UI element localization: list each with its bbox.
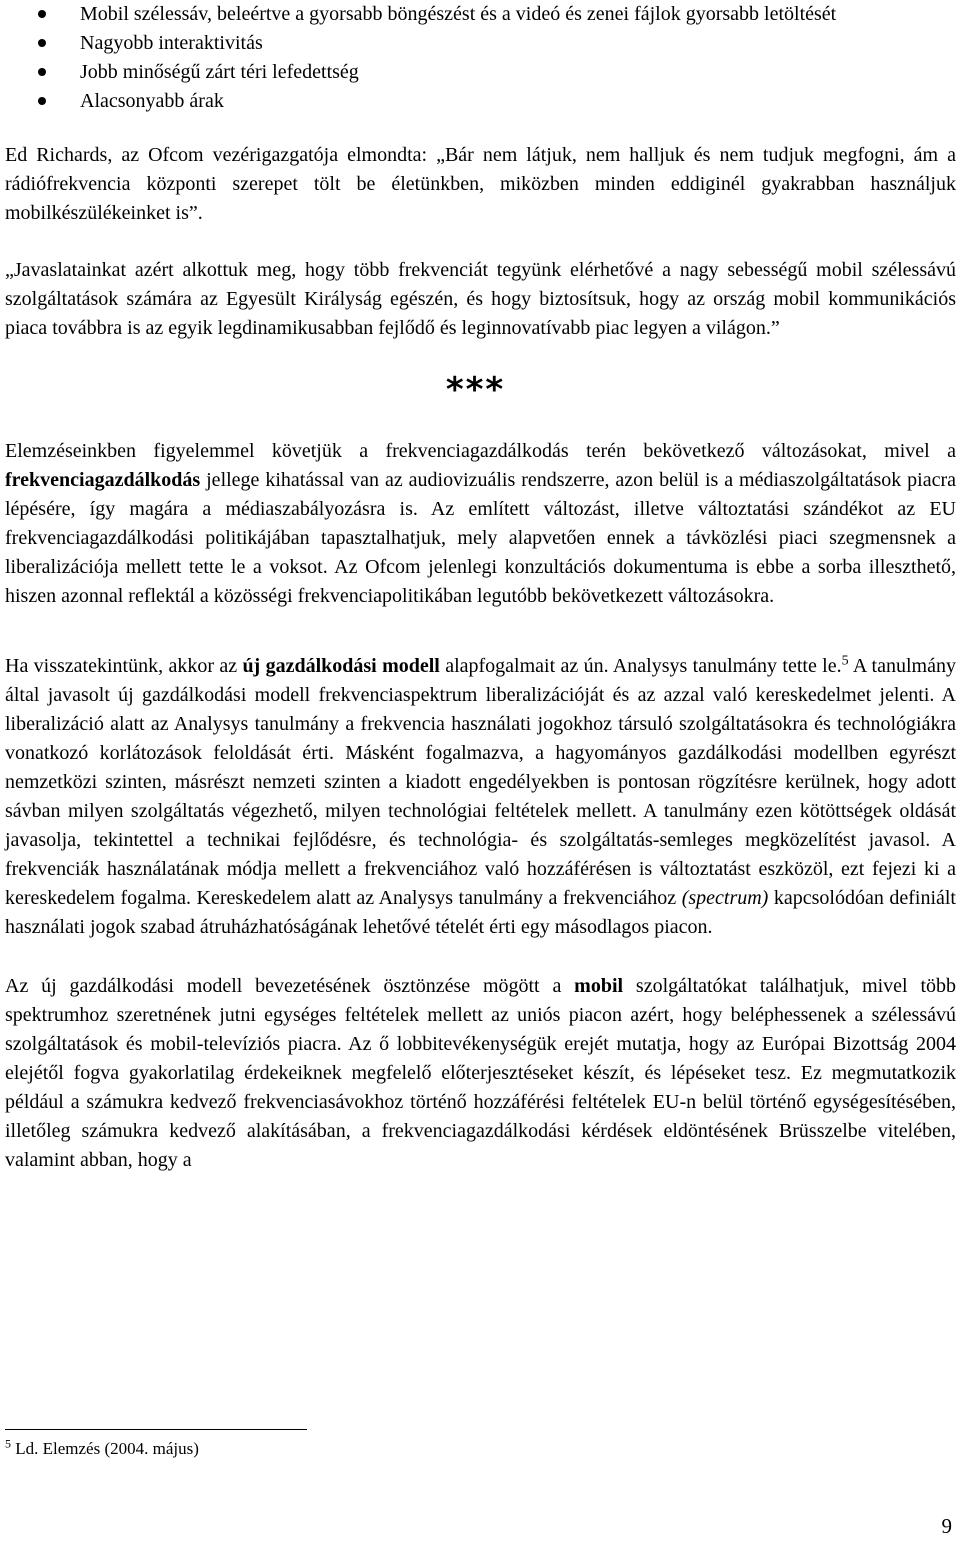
- text-run: A tanulmány által javasolt új gazdálkodási modell frekvenciaspektrum liberalizációját és az azzal való kereskedelmet jelenti. A liberalizáció alatt az Analysys tanulmány a frekvencia használati jogokhoz társuló szolgáltatásokra és technológiákra vonatkozó korlátozások feloldását érti. Másként fogalmazva, a hagyományos gazdálkodási modellben egyrészt nemzetközi szinten, másrészt nemzeti szinten a kiadott engedélyekben is pontosan rögzítésre kerülnek, hogy adott sávban milyen szolgáltatás végezhető, milyen technológiai feltételek mellett. A tanulmány ezen kötöttségek oldását javasolja, tekintettel a technikai fejlődésre, és technológia- és szolgáltatás-semleges megközelítést javasol. A frekvenciák használatának módja mellett a frekvenciához való hozzáférésen is változtatást eszközöl, ezt fejezi ki a kereskedelem fogalma. Kereskedelem alatt az Analysys tanulmány a frekvenciához: [5, 655, 956, 909]
- bullet-text: Mobil szélessáv, beleértve a gyorsabb böngészést és a videó és zenei fájlok gyorsabb letöltését: [80, 3, 837, 25]
- italic-term: (spectrum): [681, 887, 769, 909]
- bold-term: mobil: [574, 975, 624, 997]
- text-run: alapfogalmait az ún. Analysys tanulmány tette le.: [439, 655, 842, 677]
- bullet-item: [5, 87, 956, 116]
- bullet-icon: [38, 97, 46, 105]
- bullet-list: [5, 0, 956, 116]
- paragraph-new-model: [5, 652, 956, 942]
- text-run: szolgáltatókat találhatjuk, mivel több spektrumhoz szeretnének jutni egységes feltételek mellett az uniós piacon azért, hogy beléphessenek a szélessávú szolgáltatások és mobil-televíziós piacra. Az ő lobbitevékenységük erejét mutatja, hogy az Európai Bizottság 2004 elejétől fogva gyakorlatilag érdekeiknek megfelelő előterjesztéseket készít, és lépéseket tesz. Ez megmutatkozik például a számukra kedvező frekvenciasávokhoz történő hozzáférési feltételek EU-n belül történő egységesítésében, illetőleg számukra kedvező alakításában, a frekvenciagazdálkodási kérdések eldöntésének Brüsszelbe vitelében, valamint abban, hogy a: [5, 975, 957, 1171]
- bullet-icon: [38, 68, 46, 76]
- bullet-icon: [38, 10, 46, 18]
- document-page: [5, 0, 956, 1175]
- footnote-number: 5: [5, 1436, 11, 1451]
- bold-term: új gazdálkodási modell: [242, 655, 440, 677]
- paragraph-analysis: [5, 437, 956, 611]
- footnote-text: Ld. Elemzés (2004. május): [11, 1439, 199, 1458]
- text-run: Elemzéseinkben figyelemmel követjük a frekvenciagazdálkodás terén bekövetkező változásokat, mivel a: [5, 440, 956, 462]
- paragraph-mobile: [5, 972, 956, 1175]
- paragraph-quote: „Javaslatainkat azért alkottuk meg, hogy több frekvenciát tegyünk elérhetővé a nagy sebességű mobil szélessávú szolgáltatások számára az Egyesült Királyság egészén, és hogy biztosítsuk, hogy az ország mobil kommunikációs piaca továbbra is az egyik legdinamikusabban fejlődő és leginnovatívabb piac legyen a világon.”: [5, 259, 956, 339]
- bullet-item: [5, 29, 956, 58]
- paragraph-quote-intro: Ed Richards, az Ofcom vezérigazgatója elmondta: „Bár nem látjuk, nem halljuk és nem tudjuk megfogni, ám a rádiófrekvencia központi szerepet tölt be életünkben, miközben minden eddiginél gyakrabban használjuk mobilkészülékeinket is”.: [5, 144, 956, 224]
- text-run: jellege kihatással van az audiovizuális rendszerre, azon belül is a médiaszolgáltatások piacra lépésére, így magára a médiaszabályozásra is. Az említett változást, illetve változtatási szándékot az EU frekvenciagazdálkodási politikájában tapasztalhatjuk, mely alapvetően ennek a távközlési piaci szegmensnek a liberalizációja mellett tette le a voksot. Az Ofcom jelenlegi konzultációs dokumentuma is ebbe a sorba illeszthető, hiszen azonnal reflektál a közösségi frekvenciapolitikában legutóbb bekövetkezett változásokra.: [5, 469, 956, 607]
- bullet-icon: [38, 39, 46, 47]
- footnote-divider: [5, 1429, 307, 1430]
- text-run: Ha visszatekintünk, akkor az: [5, 655, 243, 677]
- bullet-item: [5, 58, 956, 87]
- bullet-text: Alacsonyabb árak: [80, 90, 224, 112]
- bullet-item: [5, 0, 956, 29]
- bold-term: frekvenciagazdálkodás: [5, 469, 201, 491]
- text-run: kapcsolódóan definiált használati jogok szabad átruházhatóságának lehetővé tételét érti egy másodlagos piacon.: [5, 887, 956, 938]
- bullet-text: Nagyobb interaktivitás: [80, 32, 263, 54]
- bullet-text: Jobb minőségű zárt téri lefedettség: [80, 61, 359, 83]
- footnote: [5, 1437, 199, 1461]
- footnote-reference[interactable]: 5: [841, 653, 849, 669]
- section-separator: ***: [445, 370, 506, 410]
- page-number: 9: [941, 1514, 952, 1538]
- text-run: Az új gazdálkodási modell bevezetésének ösztönzése mögött a: [5, 975, 575, 997]
